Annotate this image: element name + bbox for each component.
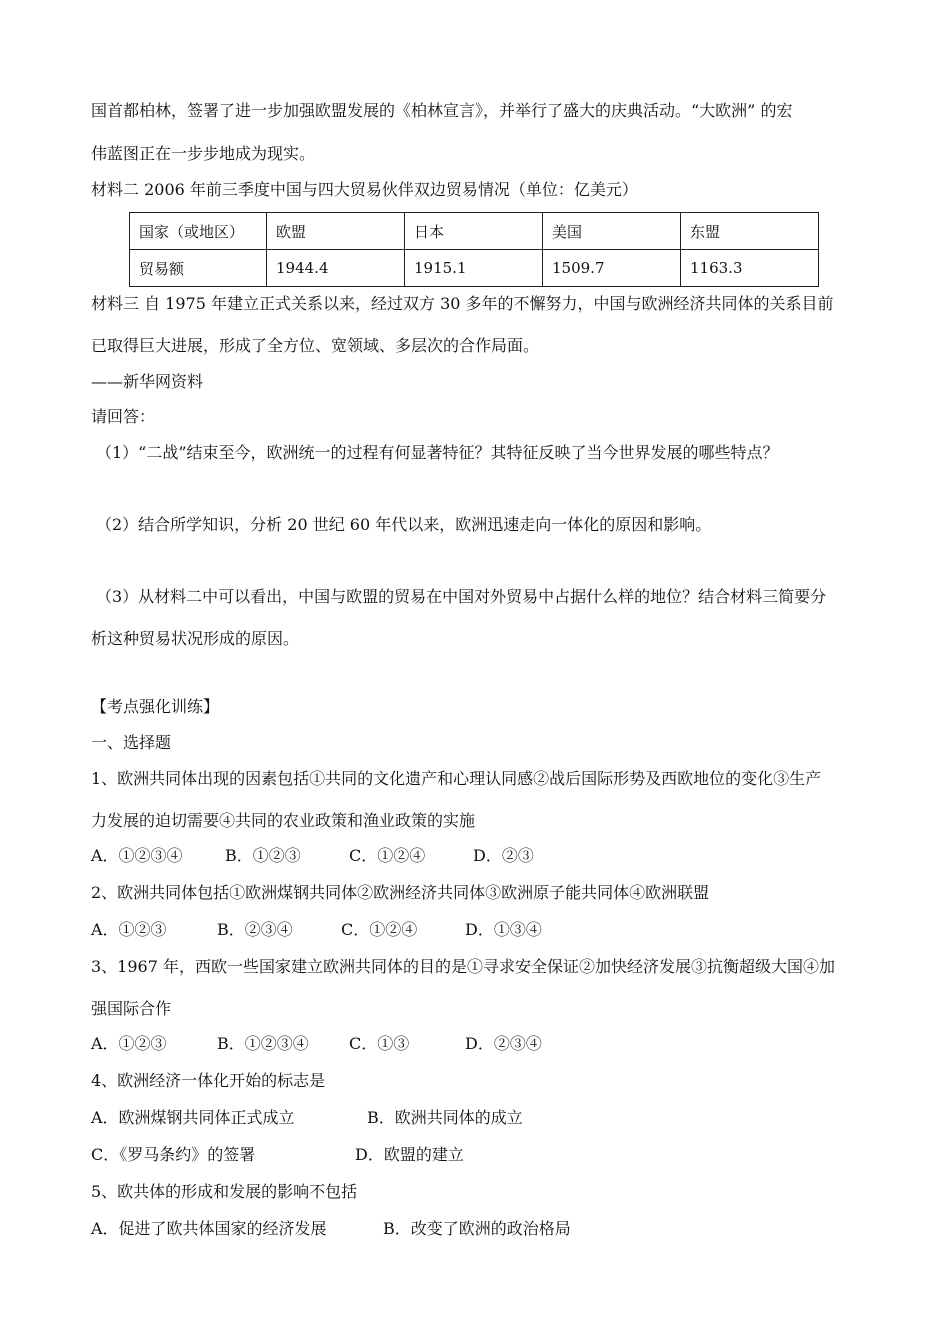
- table-cell: 贸易额: [130, 250, 267, 287]
- option-c: C．《罗马条约》的签署: [91, 1145, 256, 1164]
- choice-question-5-stem: 5、欧共体的形成和发展的影响不包括: [91, 1182, 358, 1201]
- choice-question-4-stem: 4、欧洲经济一体化开始的标志是: [91, 1071, 326, 1090]
- option-a: A．①②③: [91, 1034, 167, 1053]
- choice-question-3-stem: 3、1967 年，西欧一些国家建立欧洲共同体的目的是①寻求安全保证②加快经济发展③抗衡超级大国④加: [91, 957, 835, 976]
- choice-question-1-stem-cont: 力发展的迫切需要④共同的农业政策和渔业政策的实施: [91, 811, 476, 830]
- intro-line-2: 伟蓝图正在一步步地成为现实。: [91, 144, 316, 163]
- choice-question-1-stem: 1、欧洲共同体出现的因素包括①共同的文化遗产和心理认同感②战后国际形势及西欧地位的变化③生产: [91, 769, 822, 788]
- table-row: [130, 250, 819, 287]
- table-cell: 1509.7: [543, 250, 681, 287]
- table-header-cell: 美国: [543, 213, 681, 250]
- choice-question-5-options: [91, 1219, 571, 1239]
- option-b: B．①②③④: [217, 1034, 309, 1053]
- question-3-line-2: 析这种贸易状况形成的原因。: [91, 629, 300, 648]
- material-2-title: 材料二 2006 年前三季度中国与四大贸易伙伴双边贸易情况（单位：亿美元）: [91, 180, 638, 199]
- question-1: （1）“二战”结束至今，欧洲统一的过程有何显著特征？其特征反映了当今世界发展的哪些特点？: [96, 443, 779, 462]
- option-d: D．②③④: [465, 1034, 542, 1053]
- trade-table: [129, 212, 819, 287]
- option-a: A．①②③④: [91, 846, 183, 865]
- table-header-cell: 日本: [405, 213, 543, 250]
- option-c: C．①②④: [349, 846, 426, 865]
- option-b: B．①②③: [225, 846, 301, 865]
- choice-question-2-options: [91, 920, 542, 940]
- table-header-cell: 欧盟: [267, 213, 405, 250]
- answer-prompt: 请回答：: [91, 407, 156, 426]
- option-a: A．欧洲煤钢共同体正式成立: [91, 1108, 295, 1127]
- choice-question-4-options-row-1: [91, 1108, 523, 1128]
- option-a: A．促进了欧共体国家的经济发展: [91, 1219, 327, 1238]
- option-d: D．欧盟的建立: [355, 1145, 464, 1164]
- intro-line-1: 国首都柏林，签署了进一步加强欧盟发展的《柏林宣言》，并举行了盛大的庆典活动。“大欧洲” 的宏: [91, 101, 793, 120]
- option-d: D．②③: [473, 846, 534, 865]
- table-header-cell: 国家（或地区）: [130, 213, 267, 250]
- choice-question-3-stem-cont: 强国际合作: [91, 999, 172, 1018]
- choice-question-1-options: [91, 846, 534, 866]
- table-header-cell: 东盟: [681, 213, 819, 250]
- table-header-row: [130, 213, 819, 250]
- table-cell: 1944.4: [267, 250, 405, 287]
- option-c: C．①③: [349, 1034, 410, 1053]
- material-3-line-1: 材料三 自 1975 年建立正式关系以来，经过双方 30 多年的不懈努力，中国与欧洲经济共同体的关系目前: [91, 294, 834, 313]
- question-3-line-1: （3）从材料二中可以看出，中国与欧盟的贸易在中国对外贸易中占据什么样的地位？结合材料三简要分: [96, 587, 827, 606]
- material-3-line-2: 已取得巨大进展，形成了全方位、宽领域、多层次的合作局面。: [91, 336, 540, 355]
- option-b: B．②③④: [217, 920, 293, 939]
- choice-question-3-options: [91, 1034, 542, 1054]
- choice-question-2-stem: 2、欧洲共同体包括①欧洲煤钢共同体②欧洲经济共同体③欧洲原子能共同体④欧洲联盟: [91, 883, 710, 902]
- section-heading: 一、选择题: [91, 733, 172, 752]
- option-b: B．欧洲共同体的成立: [367, 1108, 523, 1127]
- table-cell: 1915.1: [405, 250, 543, 287]
- option-a: A．①②③: [91, 920, 167, 939]
- training-heading: 【考点强化训练】: [91, 697, 220, 716]
- choice-question-4-options-row-2: [91, 1145, 464, 1165]
- table-cell: 1163.3: [681, 250, 819, 287]
- option-b: B．改变了欧洲的政治格局: [383, 1219, 571, 1238]
- option-c: C．①②④: [341, 920, 418, 939]
- option-d: D．①③④: [465, 920, 542, 939]
- question-2: （2）结合所学知识，分析 20 世纪 60 年代以来，欧洲迅速走向一体化的原因和影响。: [96, 515, 712, 534]
- material-3-source: ——新华网资料: [91, 372, 204, 391]
